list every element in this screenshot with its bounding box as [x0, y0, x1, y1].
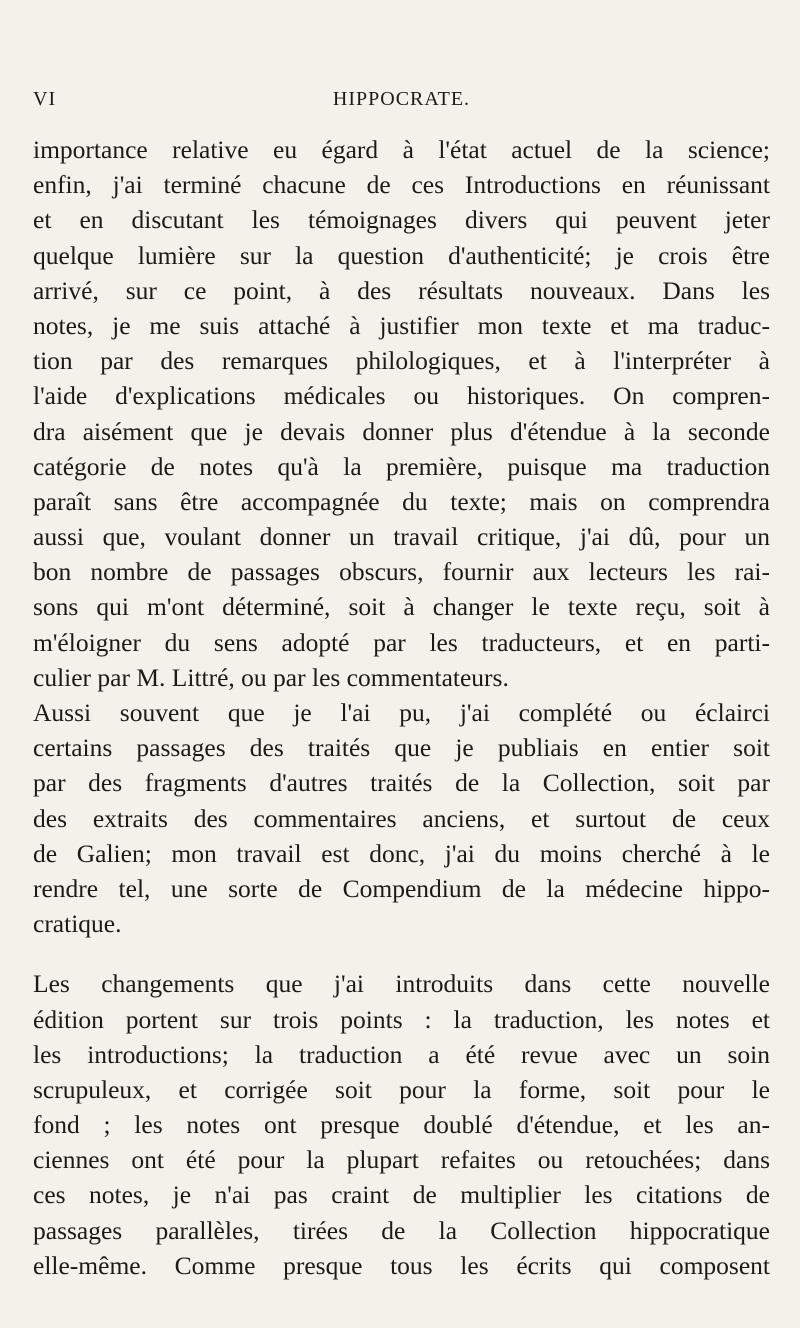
text-line: fond ; les notes ont presque doublé d'étendue, et les an-	[33, 1110, 770, 1140]
text-line: notes, je me suis attaché à justifier mon texte et ma traduc-	[33, 310, 770, 340]
paragraph-gap	[33, 941, 770, 966]
text-line: importance relative eu égard à l'état actuel de la science;	[33, 135, 770, 164]
text-line: dra aisément que je devais donner plus d'étendue à la seconde	[33, 416, 770, 446]
text-line: Aussi souvent que je l'ai pu, j'ai complété ou éclairci	[33, 698, 770, 727]
text-line: tion par des remarques philologiques, et à l'interpréter à	[33, 346, 770, 376]
text-line: paraît sans être accompagnée du texte; mais on comprendra	[33, 486, 770, 516]
text-line: enfin, j'ai terminé chacune de ces Introductions en réunissant	[33, 170, 770, 200]
page-number: VI	[33, 88, 57, 110]
text-line: ciennes ont été pour la plupart refaites ou retouchées; dans	[33, 1145, 770, 1175]
text-line: culier par M. Littré, ou par les commentateurs.	[33, 662, 509, 692]
text-line: bon nombre de passages obscurs, fournir aux lecteurs les rai-	[33, 557, 770, 587]
text-line: par des fragments d'autres traités de la Collection, soit par	[33, 768, 770, 798]
text-line: cratique.	[33, 909, 122, 939]
text-line: Les changements que j'ai introduits dans cette nouvelle	[33, 969, 770, 999]
text-line: quelque lumière sur la question d'authenticité; je crois être	[33, 240, 770, 270]
running-title: HIPPOCRATE.	[332, 88, 471, 110]
text-line: édition portent sur trois points : la traduction, les notes et	[33, 1004, 770, 1034]
text-line: l'aide d'explications médicales ou historiques. On compren-	[33, 381, 770, 411]
paragraph	[33, 966, 770, 1283]
text-line: ces notes, je n'ai pas craint de multiplier les citations de	[33, 1180, 770, 1210]
paragraph	[33, 695, 770, 941]
text-line: et en discutant les témoignages divers qui peuvent jeter	[33, 205, 770, 235]
text-line: sons qui m'ont déterminé, soit à changer le texte reçu, soit à	[33, 592, 770, 622]
body-text	[33, 132, 770, 1283]
text-line: rendre tel, une sorte de Compendium de la médecine hippo-	[33, 873, 770, 903]
paragraph	[33, 132, 770, 695]
text-line: m'éloigner du sens adopté par les traducteurs, et en parti-	[33, 627, 770, 657]
text-line: certains passages des traités que je publiais en entier soit	[33, 733, 770, 763]
text-line: de Galien; mon travail est donc, j'ai du moins cherché à le	[33, 838, 770, 868]
text-line: les introductions; la traduction a été revue avec un soin	[33, 1039, 770, 1069]
text-line: scrupuleux, et corrigée soit pour la forme, soit pour le	[33, 1074, 770, 1104]
text-line: des extraits des commentaires anciens, et surtout de ceux	[33, 803, 770, 833]
running-head	[33, 88, 770, 116]
text-line: catégorie de notes qu'à la première, puisque ma traduction	[33, 451, 770, 481]
text-line: passages parallèles, tirées de la Collection hippocratique	[33, 1215, 770, 1245]
text-line: arrivé, sur ce point, à des résultats nouveaux. Dans les	[33, 275, 770, 305]
text-line: elle-même. Comme presque tous les écrits qui composent	[33, 1250, 770, 1280]
text-line: aussi que, voulant donner un travail critique, j'ai dû, pour un	[33, 522, 770, 552]
